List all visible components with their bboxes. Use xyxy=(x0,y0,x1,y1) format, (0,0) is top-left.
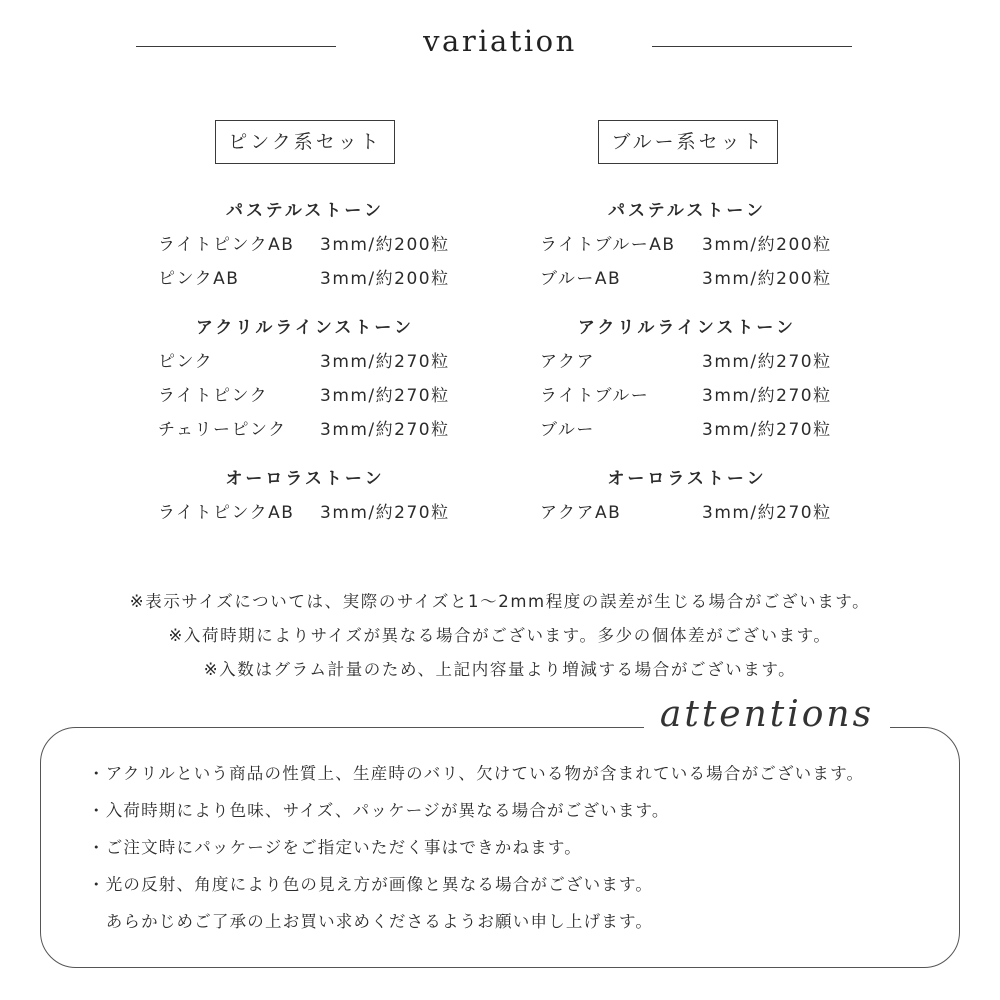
attentions-title: attentions xyxy=(659,694,875,735)
item-name: ピンク xyxy=(158,352,214,372)
blue-set-column xyxy=(532,120,872,523)
blue-aurora-item xyxy=(540,498,860,524)
pink-pastel-group-title: パステルストーン xyxy=(226,201,384,221)
item-spec: 3mm/約200粒 xyxy=(702,235,832,255)
item-name: ブルー xyxy=(540,420,595,440)
pink-set-label: ピンク系セット xyxy=(215,120,395,164)
item-spec: 3mm/約270粒 xyxy=(320,503,450,523)
pink-acrylic-item xyxy=(158,415,478,441)
blue-pastel-item xyxy=(540,230,860,256)
page-title: variation xyxy=(423,24,577,58)
item-spec: 3mm/約270粒 xyxy=(702,503,832,523)
attentions-list xyxy=(88,759,948,944)
blue-set-label: ブルー系セット xyxy=(598,120,778,164)
item-name: チェリーピンク xyxy=(158,420,287,440)
blue-acrylic-item xyxy=(540,415,860,441)
item-spec: 3mm/約270粒 xyxy=(702,386,832,406)
item-name: ブルーAB xyxy=(540,269,622,289)
item-name: ライトブルー xyxy=(540,386,650,406)
item-spec: 3mm/約270粒 xyxy=(702,420,832,440)
item-name: ピンクAB xyxy=(158,269,240,289)
note-arrival-variance: ※入荷時期によりサイズが異なる場合がございます。多少の個体差がございます。 xyxy=(168,626,832,645)
item-spec: 3mm/約200粒 xyxy=(702,269,832,289)
attention-item: あらかじめご了承の上お買い求めくださるようお願い申し上げます。 xyxy=(88,912,654,931)
pink-aurora-group-title: オーロラストーン xyxy=(225,469,385,489)
header xyxy=(0,22,1000,70)
item-name: ライトピンクAB xyxy=(158,235,295,255)
attention-item: ・光の反射、角度により色の見え方が画像と異なる場合がございます。 xyxy=(88,875,654,894)
blue-acrylic-group-title: アクリルラインストーン xyxy=(577,318,797,338)
pink-acrylic-group-title: アクリルラインストーン xyxy=(195,318,415,338)
blue-pastel-item xyxy=(540,264,860,290)
item-spec: 3mm/約270粒 xyxy=(702,352,832,372)
pink-pastel-item xyxy=(158,264,478,290)
blue-pastel-group-title: パステルストーン xyxy=(608,201,766,221)
pink-pastel-item xyxy=(158,230,478,256)
pink-acrylic-item xyxy=(158,347,478,373)
header-divider-right xyxy=(652,46,852,47)
item-name: ライトブルーAB xyxy=(540,235,676,255)
attention-item: ・アクリルという商品の性質上、生産時のバリ、欠けている物が含まれている場合がございます。 xyxy=(88,764,865,783)
item-spec: 3mm/約270粒 xyxy=(320,420,450,440)
attention-item: ・ご注文時にパッケージをご指定いただく事はできかねます。 xyxy=(88,838,582,857)
item-name: ライトピンク xyxy=(158,386,269,406)
pink-set-column xyxy=(150,120,490,523)
blue-acrylic-item xyxy=(540,347,860,373)
blue-acrylic-item xyxy=(540,381,860,407)
attention-item: ・入荷時期により色味、サイズ、パッケージが異なる場合がございます。 xyxy=(88,801,670,820)
pink-aurora-item xyxy=(158,498,478,524)
item-spec: 3mm/約270粒 xyxy=(320,386,450,406)
item-spec: 3mm/約270粒 xyxy=(320,352,450,372)
item-spec: 3mm/約200粒 xyxy=(320,235,450,255)
item-name: アクア xyxy=(540,352,595,372)
item-spec: 3mm/約200粒 xyxy=(320,269,450,289)
note-size-tolerance: ※表示サイズについては、実際のサイズと1〜2mm程度の誤差が生じる場合がございます。 xyxy=(129,592,871,611)
item-name: アクアAB xyxy=(540,503,622,523)
blue-aurora-group-title: オーロラストーン xyxy=(607,469,767,489)
pink-acrylic-item xyxy=(158,381,478,407)
item-name: ライトピンクAB xyxy=(158,503,295,523)
notes xyxy=(0,588,1000,690)
note-quantity-by-weight: ※入数はグラム計量のため、上記内容量より増減する場合がございます。 xyxy=(203,660,797,679)
